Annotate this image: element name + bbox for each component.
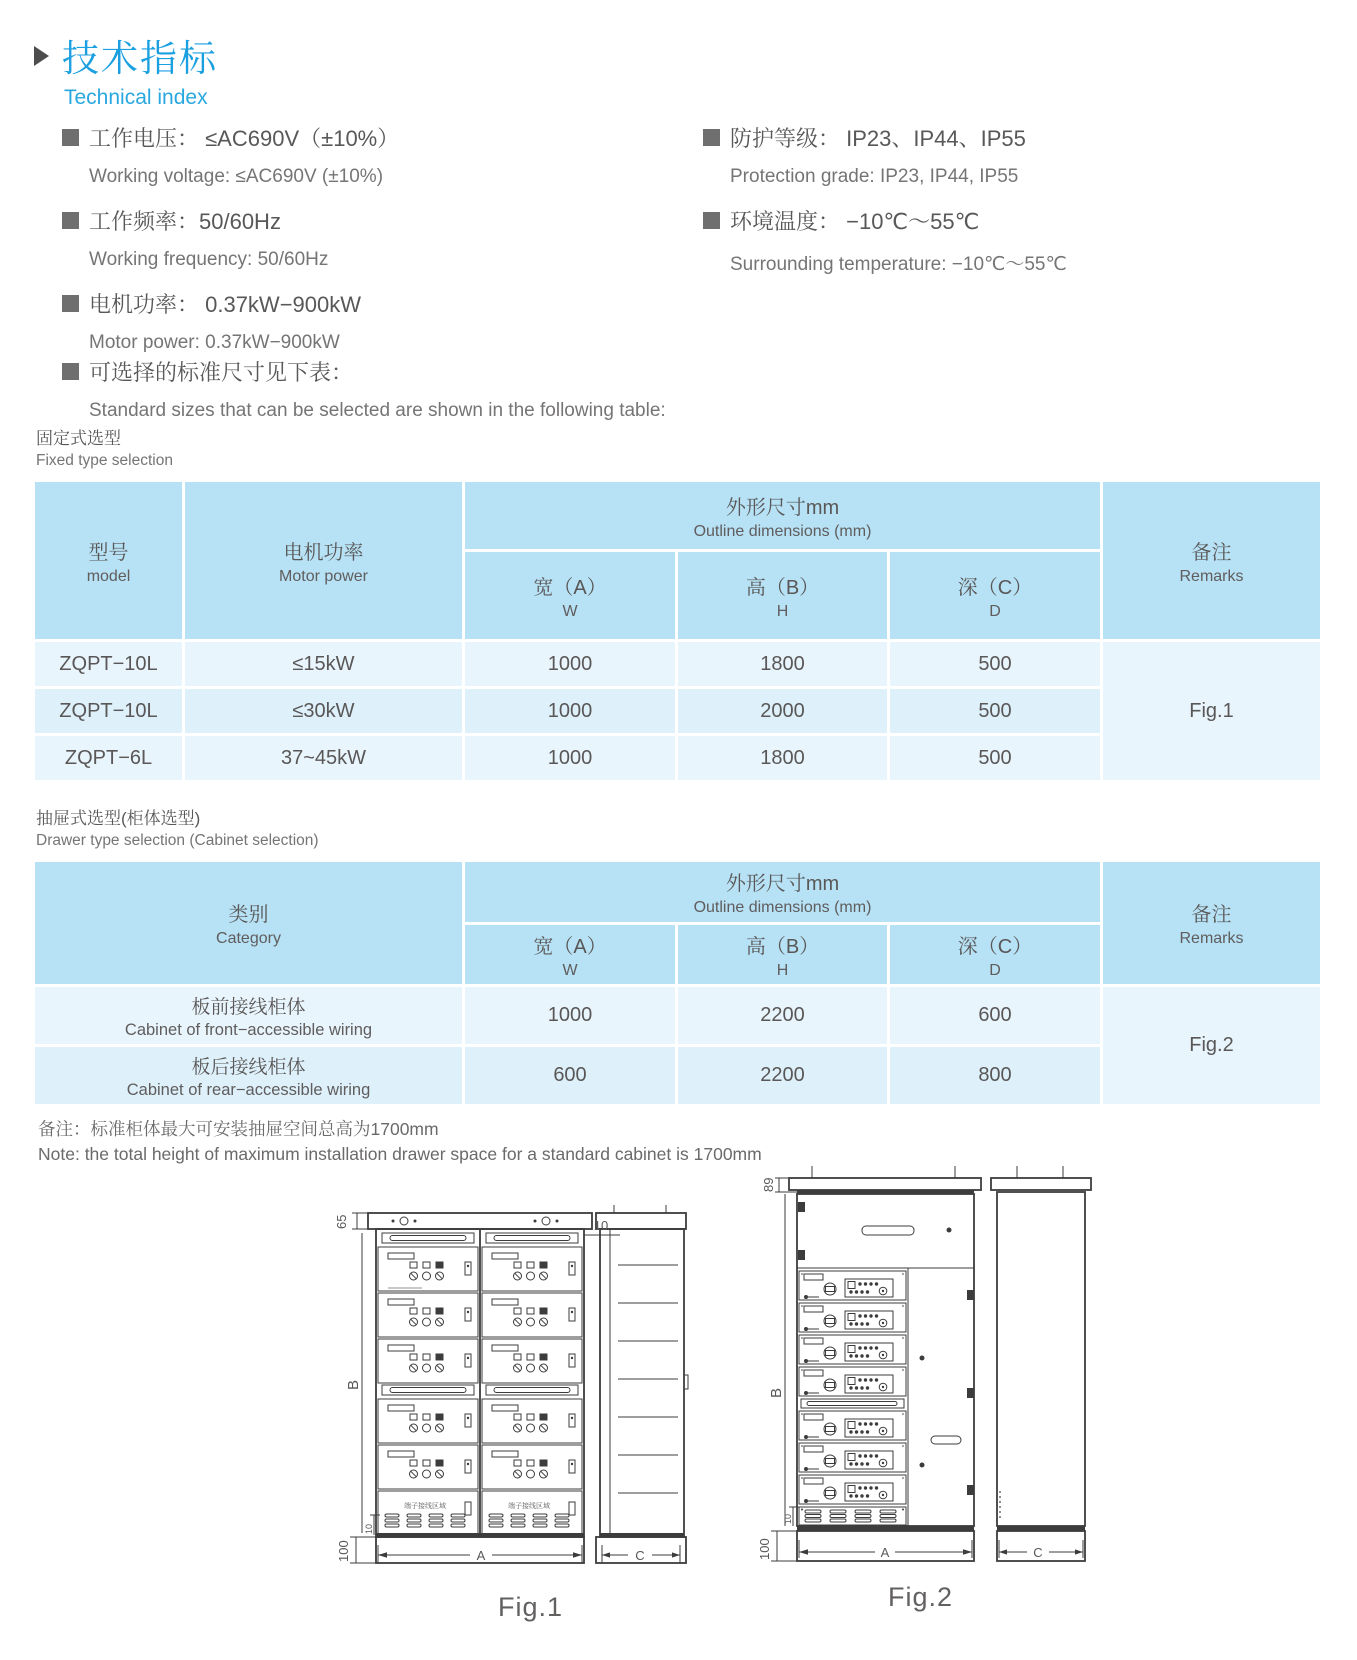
t2-cell-h: 2200: [678, 1047, 887, 1104]
t1-cell-d: 500: [890, 642, 1100, 686]
fig2-dimensions: [757, 1178, 799, 1561]
fig2-dim-width: A: [880, 1545, 890, 1560]
t1-cell-power: 37~45kW: [185, 736, 462, 780]
fig2-drawing: [697, 1140, 1097, 1610]
fig2-dim-cap-height: 89: [761, 1177, 776, 1192]
t1-header-model: 型号 model: [35, 482, 182, 639]
t2-cell-remarks: Fig.2: [1103, 987, 1320, 1104]
fig1-dim-depth: C: [635, 1548, 645, 1563]
fig1-dim-vent: 10: [364, 1523, 374, 1534]
table-intro-en: Standard sizes that can be selected are shown in the following table:: [89, 400, 666, 421]
t2-header-height: 高（B） H: [678, 925, 887, 984]
drawer-table-caption-en: Drawer type selection (Cabinet selection): [36, 832, 319, 849]
t2-cell-w: 1000: [465, 987, 675, 1044]
spec-item: [703, 122, 1067, 153]
note-en: Note: the total height of maximum installation drawer space for a standard cabinet is 1700mm: [38, 1144, 762, 1164]
t1-cell-power: ≤30kW: [185, 689, 462, 733]
spec-text-en: Motor power: 0.37kW−900kW: [89, 332, 340, 353]
t1-header-width: 宽（A） W: [465, 552, 675, 639]
spec-item: [62, 205, 399, 236]
drawer-table-caption-zh: 抽屉式选型(柜体选型): [36, 809, 201, 828]
spec-text-zh: 工作频率：50/60Hz: [89, 209, 281, 234]
fixed-table-caption-en: Fixed type selection: [36, 452, 173, 469]
note-zh: 备注：标准柜体最大可安装抽屉空间总高为1700mm: [38, 1119, 439, 1139]
spec-item: [62, 122, 399, 153]
t1-cell-w: 1000: [465, 736, 675, 780]
t1-cell-w: 1000: [465, 689, 675, 733]
spec-item: [62, 356, 666, 387]
t1-cell-h: 2000: [678, 689, 887, 733]
t1-cell-power: ≤15kW: [185, 642, 462, 686]
fig2-dim-base-height: 100: [757, 1538, 772, 1560]
t1-cell-h: 1800: [678, 642, 887, 686]
bullet-square-icon: [703, 129, 720, 146]
fig1-drawing: [330, 1193, 700, 1593]
fig1-dim-cap-height: 65: [334, 1214, 349, 1229]
page-title: 技术指标: [62, 38, 218, 79]
t1-cell-d: 500: [890, 736, 1100, 780]
spec-list-right: [703, 122, 1067, 293]
t1-header-height: 高（B） H: [678, 552, 887, 639]
spec-text-en: Working frequency: 50/60Hz: [89, 249, 329, 270]
spec-text-en: Working voltage: ≤AC690V (±10%): [89, 166, 384, 187]
table-intro: [62, 356, 666, 439]
spec-text-en: Protection grade: IP23, IP44, IP55: [730, 166, 1019, 187]
page-subtitle: Technical index: [64, 86, 208, 109]
t1-cell-w: 1000: [465, 642, 675, 686]
spec-text-zh: 工作电压： ≤AC690V（±10%）: [89, 126, 400, 151]
t1-cell-h: 1800: [678, 736, 887, 780]
fig1-dim-height: B: [345, 1379, 362, 1390]
spec-list-left: [62, 122, 399, 371]
t2-cell-d: 800: [890, 1047, 1100, 1104]
fig1-front-view: [368, 1213, 592, 1563]
t2-cell-category: 板前接线柜体 Cabinet of front−accessible wiring: [35, 987, 462, 1044]
bullet-square-icon: [62, 212, 79, 229]
bullet-square-icon: [703, 212, 720, 229]
fig1-terminal-label: 端子接线区域: [508, 1503, 550, 1510]
section-arrow-icon: [34, 46, 49, 66]
bullet-square-icon: [62, 295, 79, 312]
t1-header-dims-group: 外形尺寸mm Outline dimensions (mm): [465, 482, 1100, 549]
t2-cell-h: 2200: [678, 987, 887, 1044]
fig1-dim-top-offset: 10: [593, 1218, 609, 1233]
spec-text-en: Surrounding temperature: −10℃～55℃: [730, 254, 1067, 275]
t1-cell-model: ZQPT−6L: [35, 736, 182, 780]
t1-cell-remarks: Fig.1: [1103, 642, 1320, 780]
t2-cell-d: 600: [890, 987, 1100, 1044]
spec-text-zh: 电机功率： 0.37kW−900kW: [89, 292, 362, 317]
bullet-square-icon: [62, 363, 79, 380]
t1-header-power: 电机功率 Motor power: [185, 482, 462, 639]
fixed-type-table: [35, 482, 1320, 780]
fig1-dim-base-height: 100: [336, 1540, 351, 1562]
spec-text-zh: 环境温度： −10℃～55℃: [730, 209, 980, 234]
spec-item: [62, 288, 399, 319]
t1-cell-d: 500: [890, 689, 1100, 733]
t2-header-dims-group: 外形尺寸mm Outline dimensions (mm): [465, 862, 1100, 922]
fig2-dim-height: B: [768, 1387, 785, 1398]
drawer-type-table: [35, 862, 1320, 1104]
t2-header-remarks: 备注 Remarks: [1103, 862, 1320, 984]
fig2-caption: Fig.2: [888, 1582, 954, 1612]
bullet-square-icon: [62, 129, 79, 146]
fig1-caption: Fig.1: [498, 1592, 564, 1622]
fixed-table-caption-zh: 固定式选型: [36, 429, 121, 448]
fig2-dim-vent: 10: [783, 1513, 793, 1524]
spec-text-zh: 防护等级： IP23、IP44、IP55: [730, 126, 1026, 151]
t1-header-remarks: 备注 Remarks: [1103, 482, 1320, 639]
fig1-dim-width: A: [476, 1548, 486, 1563]
fig1-terminal-label: 端子接线区域: [404, 1503, 446, 1510]
t2-header-category: 类别 Category: [35, 862, 462, 984]
t2-header-depth: 深（C） D: [890, 925, 1100, 984]
t2-header-width: 宽（A） W: [465, 925, 675, 984]
t1-cell-model: ZQPT−10L: [35, 642, 182, 686]
t2-cell-category: 板后接线柜体 Cabinet of rear−accessible wiring: [35, 1047, 462, 1104]
fig2-dim-depth: C: [1033, 1545, 1043, 1560]
table-intro-zh: 可选择的标准尺寸见下表：: [89, 360, 354, 385]
t2-cell-w: 600: [465, 1047, 675, 1104]
spec-item: [703, 205, 1067, 236]
fig2-side-view: [991, 1166, 1091, 1561]
t1-cell-model: ZQPT−10L: [35, 689, 182, 733]
fig1-side-view: [593, 1205, 688, 1563]
fig2-front-view: [789, 1166, 981, 1561]
t1-header-depth: 深（C） D: [890, 552, 1100, 639]
